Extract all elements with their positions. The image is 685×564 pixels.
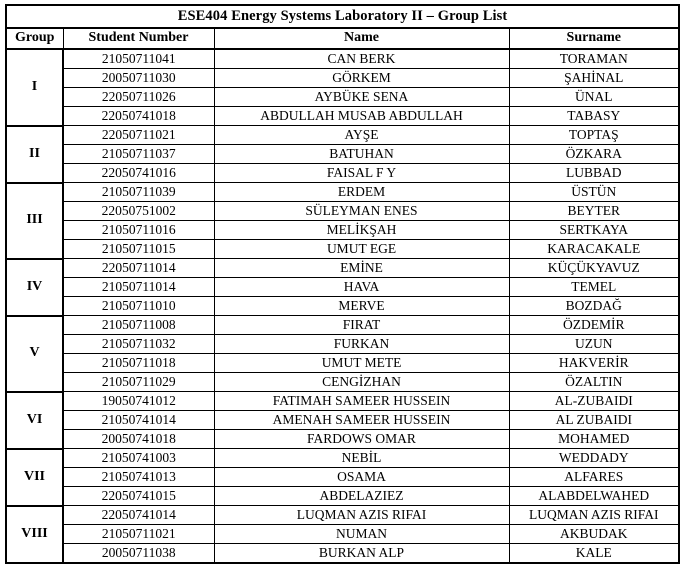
student-name-cell: UMUT EGE (214, 240, 509, 259)
student-name-cell: ABDELAZIEZ (214, 487, 509, 506)
table-row (6, 221, 679, 240)
group-label: III (6, 183, 63, 259)
table-row (6, 373, 679, 392)
table-row (6, 430, 679, 449)
student-surname-cell: AL ZUBAIDI (509, 411, 679, 430)
table-row (6, 107, 679, 126)
student-number-cell: 20050711038 (63, 544, 214, 564)
table-row (6, 544, 679, 564)
student-surname-cell: MOHAMED (509, 430, 679, 449)
student-surname-cell: TEMEL (509, 278, 679, 297)
column-header-surname: Surname (509, 28, 679, 49)
group-label: VIII (6, 506, 63, 564)
student-surname-cell: ALABDELWAHED (509, 487, 679, 506)
student-name-cell: FIRAT (214, 316, 509, 335)
student-number-cell: 22050741016 (63, 164, 214, 183)
student-number-cell: 20050711030 (63, 69, 214, 88)
student-number-cell: 21050711029 (63, 373, 214, 392)
table-row (6, 297, 679, 316)
group-label: VI (6, 392, 63, 449)
table-row (6, 88, 679, 107)
student-surname-cell: ALFARES (509, 468, 679, 487)
student-number-cell: 21050711016 (63, 221, 214, 240)
student-surname-cell: LUBBAD (509, 164, 679, 183)
student-surname-cell: ÜSTÜN (509, 183, 679, 202)
table-body (6, 5, 679, 563)
student-name-cell: ABDULLAH MUSAB ABDULLAH (214, 107, 509, 126)
student-surname-cell: KALE (509, 544, 679, 564)
student-name-cell: NUMAN (214, 525, 509, 544)
student-number-cell: 20050741018 (63, 430, 214, 449)
student-name-cell: FURKAN (214, 335, 509, 354)
group-label: I (6, 49, 63, 126)
table-row (6, 183, 679, 202)
student-name-cell: MELİKŞAH (214, 221, 509, 240)
table-row (6, 145, 679, 164)
table-row (6, 487, 679, 506)
table-row (6, 259, 679, 278)
column-header-student-number: Student Number (63, 28, 214, 49)
table-row (6, 468, 679, 487)
group-list-table (5, 4, 680, 564)
student-name-cell: LUQMAN AZIS RIFAI (214, 506, 509, 525)
table-row (6, 202, 679, 221)
student-surname-cell: WEDDADY (509, 449, 679, 468)
student-number-cell: 22050711021 (63, 126, 214, 145)
student-name-cell: BURKAN ALP (214, 544, 509, 564)
student-number-cell: 21050741003 (63, 449, 214, 468)
student-name-cell: ERDEM (214, 183, 509, 202)
student-number-cell: 21050711008 (63, 316, 214, 335)
student-name-cell: OSAMA (214, 468, 509, 487)
student-name-cell: UMUT METE (214, 354, 509, 373)
document-title: ESE404 Energy Systems Laboratory II – Group List (6, 5, 679, 28)
student-number-cell: 22050751002 (63, 202, 214, 221)
student-number-cell: 21050741014 (63, 411, 214, 430)
student-surname-cell: ÜNAL (509, 88, 679, 107)
student-name-cell: GÖRKEM (214, 69, 509, 88)
student-number-cell: 22050741014 (63, 506, 214, 525)
table-row (6, 411, 679, 430)
student-name-cell: EMİNE (214, 259, 509, 278)
student-surname-cell: HAKVERİR (509, 354, 679, 373)
table-row (6, 449, 679, 468)
group-label: VII (6, 449, 63, 506)
column-header-name: Name (214, 28, 509, 49)
student-surname-cell: ÖZKARA (509, 145, 679, 164)
table-row (6, 164, 679, 183)
column-header-group: Group (6, 28, 63, 49)
student-number-cell: 21050711010 (63, 297, 214, 316)
student-number-cell: 21050711032 (63, 335, 214, 354)
table-row (6, 392, 679, 411)
group-label: IV (6, 259, 63, 316)
table-row (6, 240, 679, 259)
student-name-cell: FAISAL F Y (214, 164, 509, 183)
table-title-row (6, 5, 679, 28)
student-number-cell: 21050741013 (63, 468, 214, 487)
student-surname-cell: SERTKAYA (509, 221, 679, 240)
student-name-cell: MERVE (214, 297, 509, 316)
table-row (6, 354, 679, 373)
table-row (6, 126, 679, 145)
group-label: II (6, 126, 63, 183)
table-row (6, 506, 679, 525)
student-surname-cell: KARACAKALE (509, 240, 679, 259)
student-number-cell: 21050711041 (63, 49, 214, 69)
table-header-row (6, 28, 679, 49)
student-number-cell: 22050741015 (63, 487, 214, 506)
student-name-cell: AYŞE (214, 126, 509, 145)
student-name-cell: HAVA (214, 278, 509, 297)
student-number-cell: 22050711026 (63, 88, 214, 107)
student-name-cell: AMENAH SAMEER HUSSEIN (214, 411, 509, 430)
student-name-cell: FATIMAH SAMEER HUSSEIN (214, 392, 509, 411)
student-name-cell: NEBİL (214, 449, 509, 468)
student-surname-cell: UZUN (509, 335, 679, 354)
student-number-cell: 21050711015 (63, 240, 214, 259)
student-number-cell: 22050711014 (63, 259, 214, 278)
student-number-cell: 22050741018 (63, 107, 214, 126)
student-number-cell: 21050711014 (63, 278, 214, 297)
table-row (6, 335, 679, 354)
student-name-cell: AYBÜKE SENA (214, 88, 509, 107)
student-surname-cell: TABASY (509, 107, 679, 126)
student-surname-cell: AKBUDAK (509, 525, 679, 544)
student-surname-cell: TOPTAŞ (509, 126, 679, 145)
student-surname-cell: ŞAHİNAL (509, 69, 679, 88)
student-name-cell: CAN BERK (214, 49, 509, 69)
table-row (6, 525, 679, 544)
student-surname-cell: BEYTER (509, 202, 679, 221)
student-surname-cell: TORAMAN (509, 49, 679, 69)
student-number-cell: 19050741012 (63, 392, 214, 411)
student-number-cell: 21050711018 (63, 354, 214, 373)
student-surname-cell: BOZDAĞ (509, 297, 679, 316)
student-number-cell: 21050711037 (63, 145, 214, 164)
table-row (6, 316, 679, 335)
student-surname-cell: ÖZDEMİR (509, 316, 679, 335)
student-name-cell: BATUHAN (214, 145, 509, 164)
student-name-cell: FARDOWS OMAR (214, 430, 509, 449)
student-number-cell: 21050711021 (63, 525, 214, 544)
student-number-cell: 21050711039 (63, 183, 214, 202)
student-surname-cell: LUQMAN AZIS RIFAI (509, 506, 679, 525)
student-name-cell: CENGİZHAN (214, 373, 509, 392)
group-label: V (6, 316, 63, 392)
student-surname-cell: AL-ZUBAIDI (509, 392, 679, 411)
table-row (6, 69, 679, 88)
table-row (6, 49, 679, 69)
student-surname-cell: ÖZALTIN (509, 373, 679, 392)
table-row (6, 278, 679, 297)
student-name-cell: SÜLEYMAN ENES (214, 202, 509, 221)
student-surname-cell: KÜÇÜKYAVUZ (509, 259, 679, 278)
